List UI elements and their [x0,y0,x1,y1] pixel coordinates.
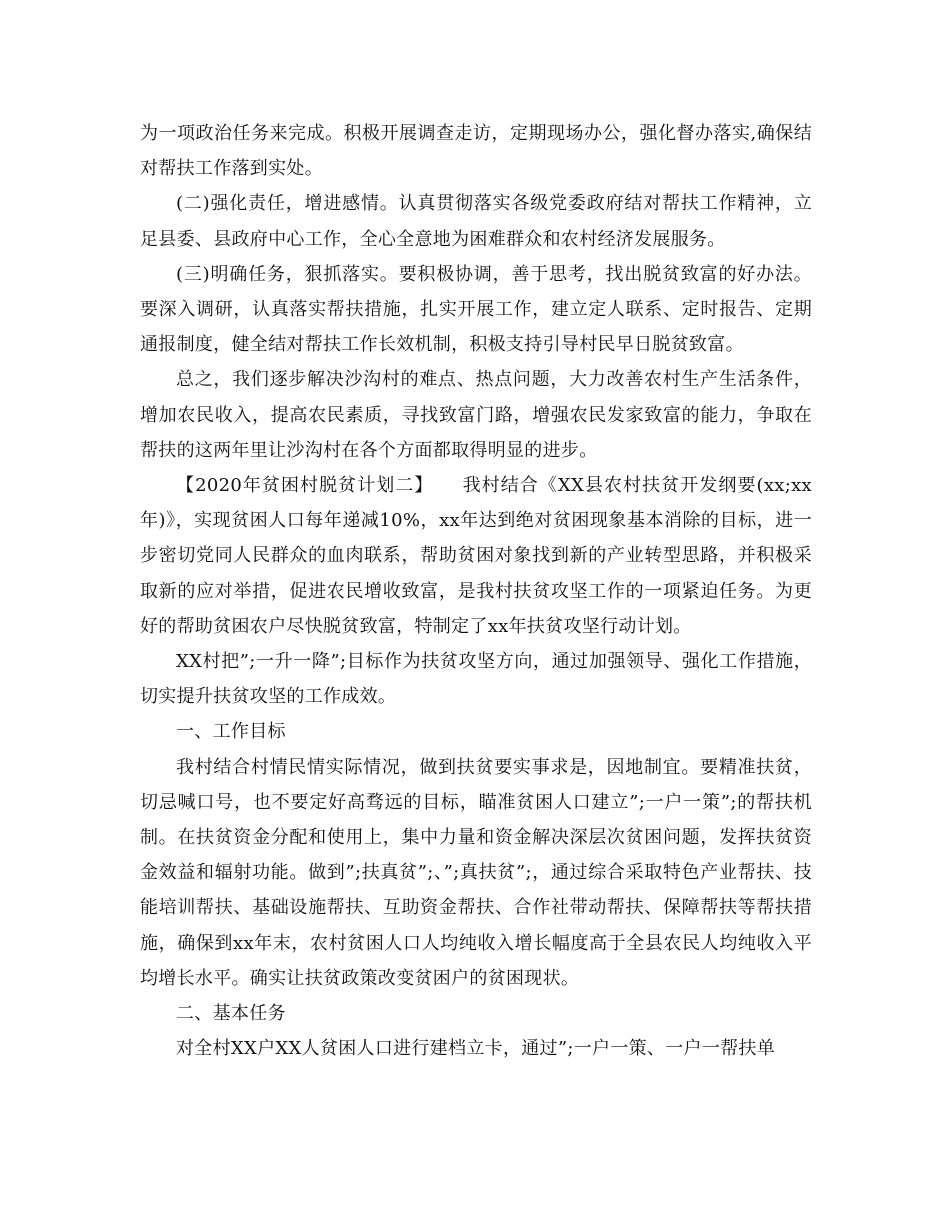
paragraph-village-goal: XX村把”;一升一降”;目标作为扶贫攻坚方向，通过加强领导、强化工作措施，切实提升扶贫攻坚的工作成效。 [140,651,812,708]
paragraph-continuation: 为一项政治任务来完成。积极开展调查走访，定期现场办公，强化督办落实,确保结对帮扶工作落到实处。 [140,123,812,180]
paragraph-work-goals: 我村结合村情民情实际情况，做到扶贫要实事求是，因地制宜。要精准扶贫，切忌喊口号，也不要定好高骛远的目标，瞄准贫困人口建立”;一户一策”;的帮扶机制。在扶贫资金分配和使用上，集中力量和资金解决深层次贫困问题，发挥扶贫资金效益和辐射功能。做到”;扶真贫”;、”;真扶贫”;，通过综合采取特色产业帮扶、技能培训帮扶、基础设施帮扶、互助资金帮扶、合作社带动帮扶、保障帮扶等帮扶措施，确保到xx年末，农村贫困人口人均纯收入增长幅度高于全县农民人均纯收入平均增长水平。确实让扶贫政策改变贫困户的贫困现状。 [140,756,812,989]
paragraph-clarify-tasks: (三)明确任务，狠抓落实。要积极协调，善于思考，找出脱贫致富的好办法。要深入调研，认真落实帮扶措施，扎实开展工作，建立定人联系、定时报告、定期通报制度，健全结对帮扶工作长效机制，积极支持引导村民早日脱贫致富。 [140,263,812,356]
paragraph-summary: 总之，我们逐步解决沙沟村的难点、热点问题，大力改善农村生产生活条件，增加农民收入，提高农民素质，寻找致富门路，增强农民发家致富的能力，争取在帮扶的这两年里让沙沟村在各个方面都取得明显的进步。 [140,369,812,461]
paragraph-basic-tasks: 对全村XX户XX人贫困人口进行建档立卡，通过”;一户一策、一户一帮扶单 [176,1038,776,1060]
document-body [140,116,812,1066]
section-heading-basic-tasks: 二、基本任务 [176,1003,286,1025]
paragraph-plan-two-intro: 【2020年贫困村脱贫计划二】 我村结合《XX县农村扶贫开发纲要(xx;xx年)》，实现贫困人口每年递减10%，xx年达到绝对贫困现象基本消除的目标，进一步密切党同人民群众的血肉联系，帮助贫困对象找到新的产业转型思路，并积极采取新的应对举措，促进农民增收致富，是我村扶贫攻坚工作的一项紧迫任务。为更好的帮助贫困农户尽快脱贫致富，特制定了xx年扶贫攻坚行动计划。 [140,475,812,637]
section-heading-work-goals: 一、工作目标 [176,721,286,743]
paragraph-strengthen-responsibility: (二)强化责任，增进感情。认真贯彻落实各级党委政府结对帮扶工作精神，立足县委、县政府中心工作，全心全意地为困难群众和农村经济发展服务。 [140,193,812,250]
